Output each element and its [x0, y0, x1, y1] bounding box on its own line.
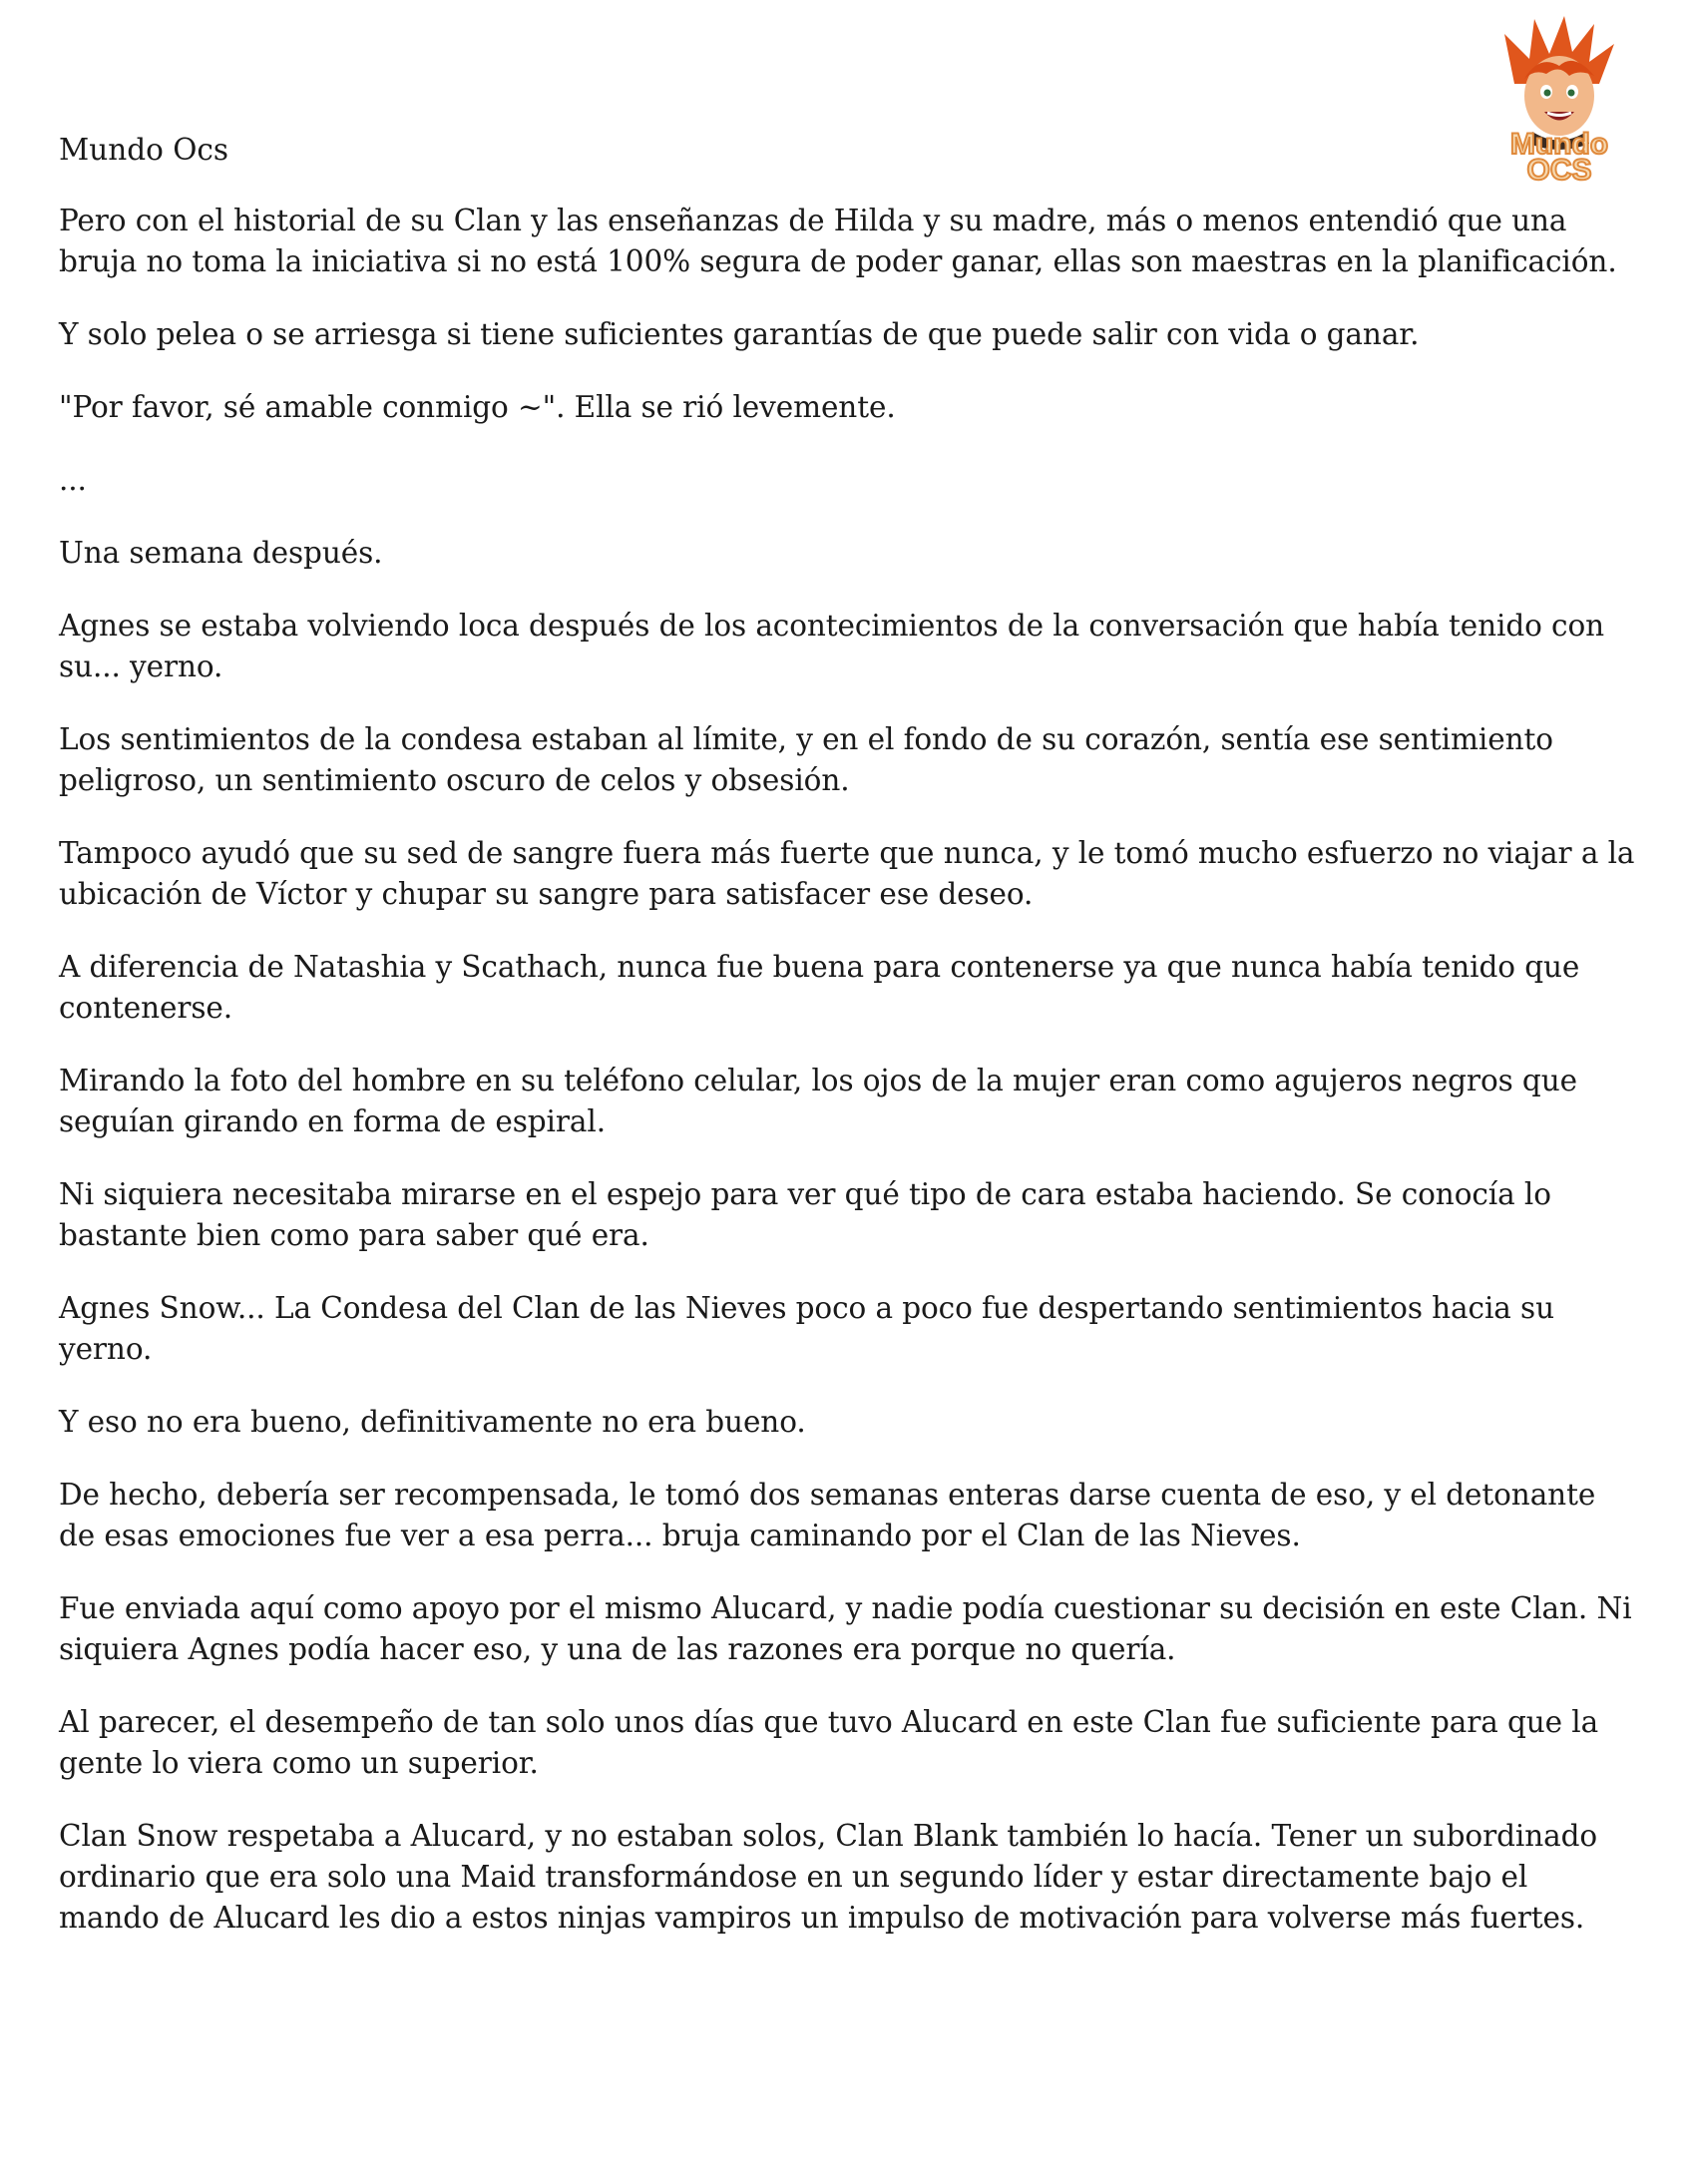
paragraph: Agnes Snow... La Condesa del Clan de las Nieves poco a poco fue despertando sentimientos hacia su yerno.	[59, 1291, 1554, 1366]
paragraph: Tampoco ayudó que su sed de sangre fuera más fuerte que nunca, y le tomó mucho esfuerzo no viajar a la ubicación de Víctor y chupar su sangre para satisfacer ese deseo.	[59, 836, 1635, 911]
paragraph: Y eso no era bueno, definitivamente no era bueno.	[59, 1405, 806, 1439]
paragraph: Ni siquiera necesitaba mirarse en el espejo para ver qué tipo de cara estaba haciendo. Se conocía lo bastante bien como para saber qué era.	[59, 1177, 1551, 1252]
document-header: Mundo Ocs	[59, 133, 229, 167]
scene-break: ...	[59, 463, 87, 497]
paragraph: Clan Snow respetaba a Alucard, y no estaban solos, Clan Blank también lo hacía. Tener un subordinado ordinario que era solo una Maid transformándose en un segundo líder y estar directamente bajo el mando de Alucard les dio a estos ninjas vampiros un impulso de motivación para volverse más fuertes.	[59, 1819, 1598, 1935]
document-body	[59, 130, 1635, 1970]
logo-text-bottom: OCS	[1526, 154, 1592, 184]
paragraph: Fue enviada aquí como apoyo por el mismo Alucard, y nadie podía cuestionar su decisión en este Clan. Ni siquiera Agnes podía hacer eso, y una de las razones era porque no quería.	[59, 1591, 1632, 1666]
paragraph: Agnes se estaba volviendo loca después de los acontecimientos de la conversación que había tenido con su... yerno.	[59, 609, 1605, 683]
paragraph: Al parecer, el desempeño de tan solo unos días que tuvo Alucard en este Clan fue suficiente para que la gente lo viera como un superior.	[59, 1705, 1599, 1780]
paragraph: Y solo pelea o se arriesga si tiene suficientes garantías de que puede salir con vida o ganar.	[59, 317, 1420, 351]
paragraph: De hecho, debería ser recompensada, le tomó dos semanas enteras darse cuenta de eso, y el detonante de esas emociones fue ver a esa perra... bruja caminando por el Clan de las Nieves.	[59, 1478, 1596, 1552]
paragraph: Mirando la foto del hombre en su teléfono celular, los ojos de la mujer eran como agujeros negros que seguían girando en forma de espiral.	[59, 1064, 1577, 1138]
paragraph: "Por favor, sé amable conmigo ~". Ella se rió levemente.	[59, 390, 896, 424]
paragraph: A diferencia de Natashia y Scathach, nunca fue buena para contenerse ya que nunca había tenido que contenerse.	[59, 950, 1580, 1025]
logo-text-top: Mundo	[1509, 128, 1609, 161]
paragraph: Los sentimientos de la condesa estaban al límite, y en el fondo de su corazón, sentía ese sentimiento peligroso, un sentimiento oscuro de celos y obsesión.	[59, 722, 1553, 797]
paragraph: Pero con el historial de su Clan y las enseñanzas de Hilda y su madre, más o menos entendió que una bruja no toma la iniciativa si no está 100% segura de poder ganar, ellas son maestras en la planificación.	[59, 204, 1617, 278]
paragraph: Una semana después.	[59, 536, 383, 570]
